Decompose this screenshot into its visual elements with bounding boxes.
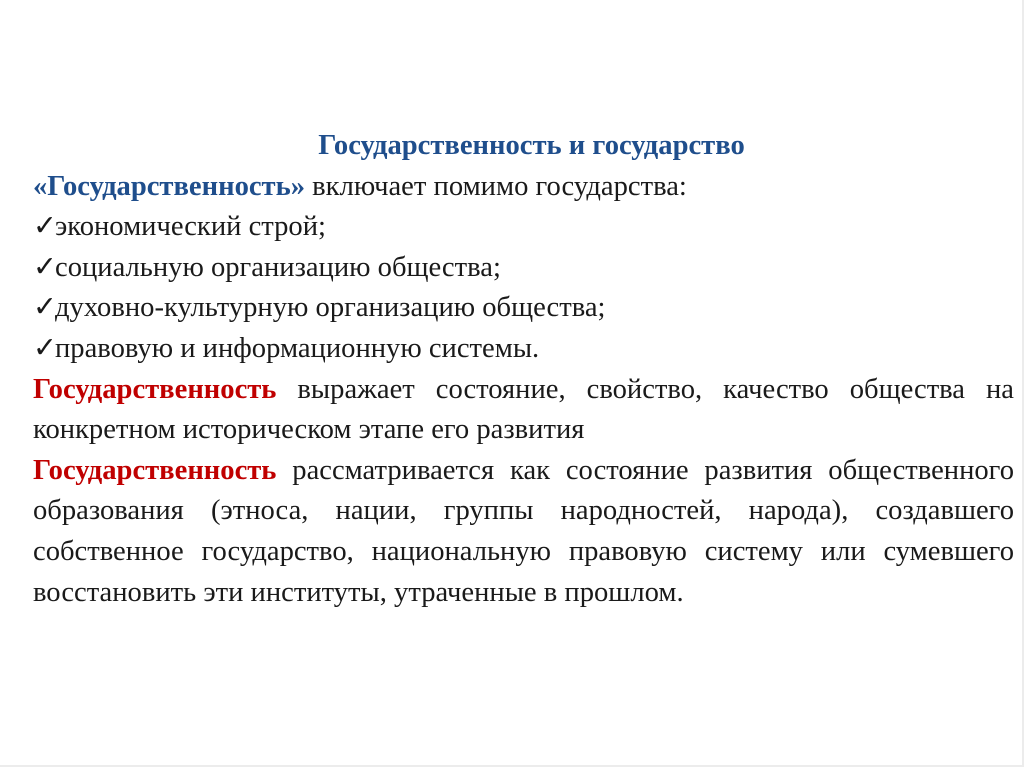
paragraph-1-term: Государственность (33, 373, 277, 405)
list-item-text: правовую и информационную системы. (55, 332, 540, 364)
intro-term: «Государственность» (33, 170, 306, 202)
checkmark-icon: ✓ (33, 332, 57, 364)
list-item (33, 329, 1014, 370)
list-item (33, 288, 1014, 329)
intro-rest: включает помимо государства: (305, 170, 687, 202)
list-item-text: социальную организацию общества; (55, 251, 501, 283)
paragraph-definition-1 (33, 370, 1014, 451)
checkmark-icon: ✓ (33, 211, 57, 243)
list-item-text: экономический строй; (55, 211, 326, 243)
checkmark-icon: ✓ (33, 251, 57, 283)
slide-content (33, 126, 1014, 613)
list-item-text: духовно-культурную организацию общества; (55, 292, 606, 324)
list-item (33, 207, 1014, 248)
paragraph-2-term: Государственность (33, 454, 277, 486)
intro-line (33, 167, 1014, 208)
list-item (33, 248, 1014, 289)
paragraph-definition-2 (33, 451, 1014, 613)
paragraph-2-text: рассматривается как состояние развития общественного образования (этноса, нации, группы народностей, народа), создавшего собственное государство, национальную правовую систему или сумевшего восстановить эти институты, утраченные в прошлом. (33, 454, 1014, 608)
slide-title: Государственность и государство (318, 130, 745, 161)
paragraph-1-text: выражает состояние, свойство, качество общества на конкретном историческом этапе его развития (33, 373, 1014, 446)
checkmark-icon: ✓ (33, 292, 57, 324)
